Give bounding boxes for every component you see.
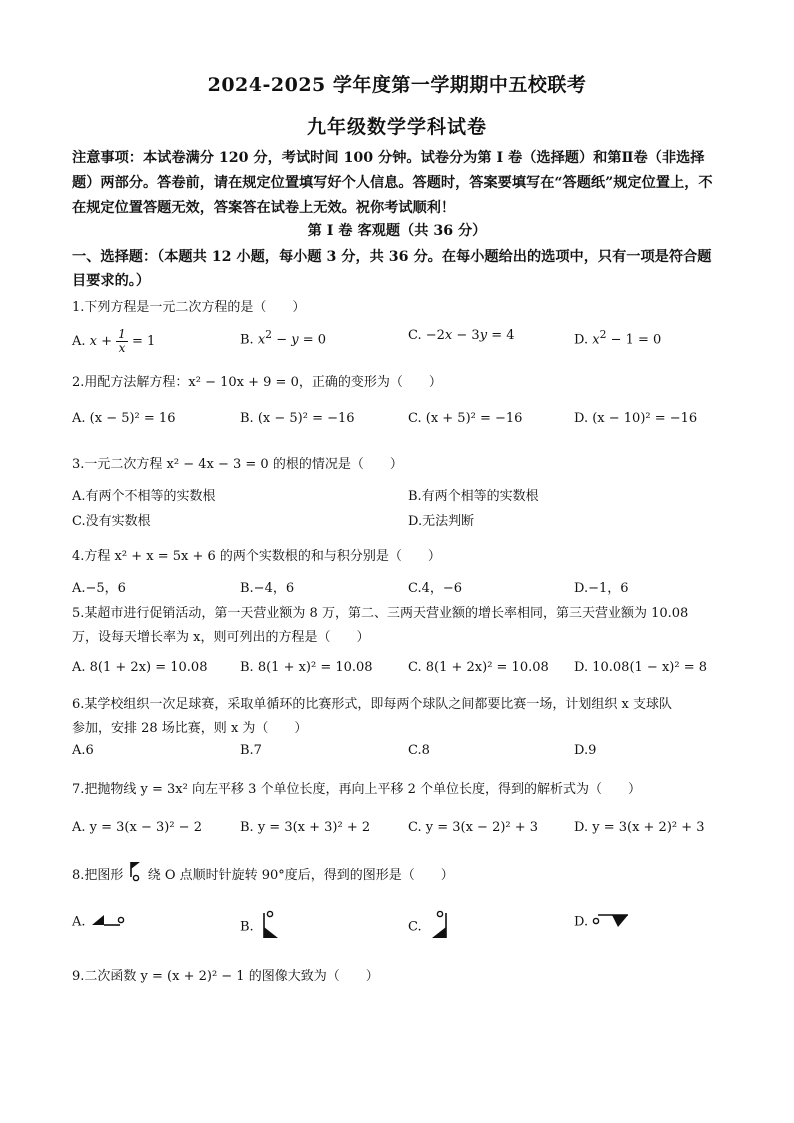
q2-option-c[interactable]: C. (x + 5)² = −16	[408, 411, 523, 426]
q8-option-b-label: B.	[240, 919, 254, 935]
q2-option-d[interactable]: D. (x − 10)² = −16	[574, 411, 698, 426]
notice-label: 注意事项：	[72, 150, 143, 166]
q6-option-a[interactable]: A.6	[72, 743, 94, 758]
question-7-options	[72, 820, 722, 844]
question-5-options	[72, 660, 722, 684]
question-6-stem-line1: 6.某学校组织一次足球赛，采取单循环的比赛形式，即每两个球队之间都要比赛一场，计划组织 x 支球队	[72, 697, 673, 712]
q7-option-d[interactable]: D. y = 3(x + 2)² + 3	[574, 820, 705, 835]
figure-d-icon	[592, 910, 632, 934]
question-2-stem: 2.用配方法解方程：x² − 10x + 9 = 0，正确的变形为（ ）	[72, 375, 442, 390]
q5-option-d[interactable]: D. 10.08(1 − x)² = 8	[574, 660, 707, 675]
question-5-stem-line2: 万，设每天增长率为 x，则可列出的方程是（ ）	[72, 630, 370, 645]
question-3-options-row2	[72, 510, 722, 534]
q8-option-a-label: A.	[72, 914, 86, 930]
q4-option-b[interactable]: B.−4，6	[240, 581, 295, 596]
question-2-options	[72, 411, 722, 435]
q8-option-c-label: C.	[408, 919, 422, 935]
q5-option-b[interactable]: B. 8(1 + x)² = 10.08	[240, 660, 373, 675]
question-4-stem: 4.方程 x² + x = 5x + 6 的两个实数根的和与积分别是（ ）	[72, 549, 441, 564]
q3-option-c[interactable]: C.没有实数根	[72, 514, 151, 529]
flag-figure-icon	[128, 860, 144, 891]
q6-option-d[interactable]: D.9	[574, 743, 597, 758]
q8-option-d[interactable]	[574, 910, 632, 934]
q1-option-a[interactable]: A. x + $\frac{1}{x}$ = 1	[72, 327, 156, 355]
figure-a-icon	[90, 910, 126, 934]
q4-option-d[interactable]: D.−1，6	[574, 581, 629, 596]
q1-option-b[interactable]: B. $x^2 - y = 0$	[240, 328, 327, 348]
q5-option-c[interactable]: C. 8(1 + 2x)² = 10.08	[408, 660, 549, 675]
question-3-stem: 3.一元二次方程 x² − 4x − 3 = 0 的根的情况是（ ）	[72, 457, 403, 472]
q8-stem-before: 8.把图形	[72, 868, 124, 883]
q8-option-a[interactable]	[72, 910, 126, 934]
exam-title: 2024-2025 学年度第一学期期中五校联考	[207, 74, 587, 96]
q4-option-c[interactable]: C.4，−6	[408, 581, 463, 596]
question-1-stem: 1.下列方程是一元二次方程的是（ ）	[72, 300, 306, 315]
q6-option-b[interactable]: B.7	[240, 743, 262, 758]
question-8-options	[72, 910, 722, 940]
part1-heading: 第 I 卷 客观题（共 36 分）	[307, 223, 487, 239]
q1-option-c[interactable]: C. −2x − 3y = 4	[408, 328, 515, 343]
question-6-options	[72, 743, 722, 767]
q7-option-a[interactable]: A. y = 3(x − 3)² − 2	[72, 820, 202, 835]
q6-option-c[interactable]: C.8	[408, 743, 430, 758]
question-3-options-row1	[72, 485, 722, 509]
question-6-stem-line2: 参加，安排 28 场比赛，则 x 为（ ）	[72, 721, 308, 736]
question-4-options	[72, 577, 722, 601]
q8-option-c[interactable]	[408, 910, 454, 944]
exam-notice	[72, 146, 722, 221]
q8-option-d-label: D.	[574, 914, 589, 930]
question-7-stem: 7.把抛物线 y = 3x² 向左平移 3 个单位长度，再向上平移 2 个单位长度，得到的解析式为（ ）	[72, 782, 642, 797]
q7-option-b[interactable]: B. y = 3(x + 3)² + 2	[240, 820, 371, 835]
q2-option-b[interactable]: B. (x − 5)² = −16	[240, 411, 355, 426]
q7-option-c[interactable]: C. y = 3(x − 2)² + 3	[408, 820, 539, 835]
section1-heading: 一、选择题：（本题共 12 小题，每小题 3 分，共 36 分。在每小题给出的选项中，只有一项是符合题目要求的。）	[72, 249, 712, 289]
question-5-stem-line1: 5.某超市进行促销活动，第一天营业额为 8 万，第二、三两天营业额的增长率相同，第三天营业额为 10.08	[72, 606, 689, 621]
q4-option-a[interactable]: A.−5，6	[72, 581, 126, 596]
question-9-stem: 9.二次函数 y = (x + 2)² − 1 的图像大致为（ ）	[72, 969, 379, 984]
question-8-stem	[72, 860, 722, 891]
q3-option-d[interactable]: D.无法判断	[408, 514, 475, 529]
figure-b-icon	[258, 910, 286, 944]
q1-option-d[interactable]: D. $x^2 - 1 = 0$	[574, 328, 662, 348]
question-1-options	[72, 327, 722, 355]
q8-stem-after: 绕 O 点顺时针旋转 90°度后，得到的图形是（ ）	[147, 868, 454, 883]
q5-option-a[interactable]: A. 8(1 + 2x) = 10.08	[72, 660, 208, 675]
q3-option-a[interactable]: A.有两个不相等的实数根	[72, 489, 216, 504]
figure-c-icon	[426, 910, 454, 944]
exam-subtitle: 九年级数学学科试卷	[306, 116, 487, 138]
q2-option-a[interactable]: A. (x − 5)² = 16	[72, 411, 176, 426]
notice-text: 本试卷满分 120 分，考试时间 100 分钟。试卷分为第 I 卷（选择题）和第Ⅱ卷（非选择题）两部分。答卷前，请在规定位置填写好个人信息。答题时，答案要填写在“答题纸”规定位置上，不在规定位置答题无效，答案答在试卷上无效。祝你考试顺利！	[72, 150, 713, 216]
q3-option-b[interactable]: B.有两个相等的实数根	[408, 489, 539, 504]
q8-option-b[interactable]	[240, 910, 286, 944]
